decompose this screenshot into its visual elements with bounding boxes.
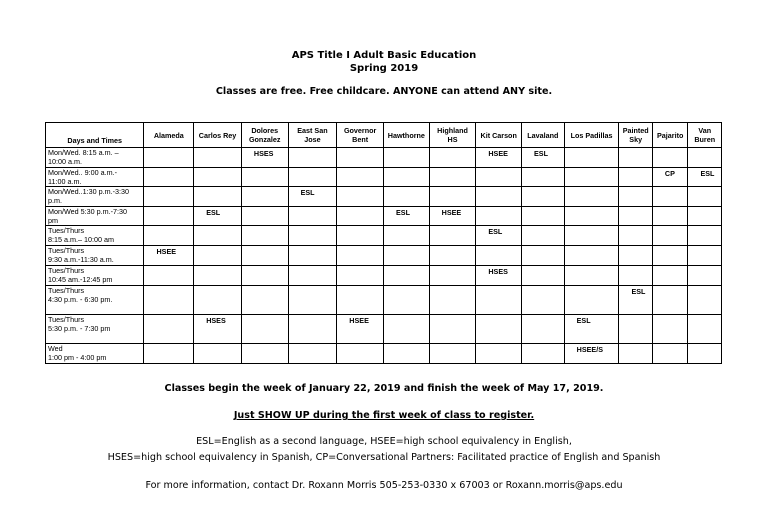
class-cell	[522, 266, 565, 286]
time-cell: Tues/Thurs 8:15 a.m.– 10:00 am	[46, 226, 144, 246]
class-cell	[619, 168, 652, 187]
class-cell	[288, 344, 337, 364]
class-cell	[429, 226, 476, 246]
class-cell	[522, 207, 565, 226]
class-cell: ESL	[476, 226, 522, 246]
column-header-site: Painted Sky	[619, 123, 652, 148]
class-cell	[241, 266, 288, 286]
class-cell	[619, 266, 652, 286]
class-cell	[476, 315, 522, 344]
class-cell	[652, 187, 688, 207]
class-cell	[688, 286, 722, 315]
table-row	[46, 246, 722, 266]
table-row	[46, 344, 722, 364]
column-header-site: Kit Carson	[476, 123, 522, 148]
class-cell	[337, 344, 384, 364]
class-cell	[652, 246, 688, 266]
class-cell	[194, 344, 242, 364]
class-cell: ESL	[688, 168, 722, 187]
class-cell	[522, 226, 565, 246]
class-cell	[288, 226, 337, 246]
class-cell: ESL	[522, 148, 565, 168]
class-cell	[383, 315, 429, 344]
class-cell	[288, 168, 337, 187]
class-cell	[476, 286, 522, 315]
class-cell	[241, 168, 288, 187]
class-cell	[522, 168, 565, 187]
class-cell	[652, 207, 688, 226]
class-cell	[383, 168, 429, 187]
legend-line-1: ESL=English as a second language, HSEE=high school equivalency in English,	[196, 436, 572, 447]
class-cell: HSES	[241, 148, 288, 168]
class-cell	[144, 315, 194, 344]
column-header-site: Pajarito	[652, 123, 688, 148]
class-cell	[619, 148, 652, 168]
class-cell: ESL	[564, 315, 619, 344]
class-cell	[652, 266, 688, 286]
class-cell: ESL	[194, 207, 242, 226]
class-cell	[194, 246, 242, 266]
class-cell	[288, 148, 337, 168]
table-header-row	[46, 123, 722, 148]
class-cell	[688, 226, 722, 246]
table-row	[46, 286, 722, 315]
class-cell	[429, 246, 476, 266]
class-cell	[429, 315, 476, 344]
class-cell	[241, 187, 288, 207]
class-cell	[652, 148, 688, 168]
class-cell	[652, 315, 688, 344]
class-cell	[564, 187, 619, 207]
class-cell	[688, 246, 722, 266]
class-cell	[337, 266, 384, 286]
class-cell	[337, 246, 384, 266]
class-cell	[619, 344, 652, 364]
class-cell	[429, 266, 476, 286]
class-cell	[194, 226, 242, 246]
time-cell: Mon/Wed 5:30 p.m.-7:30 pm	[46, 207, 144, 226]
class-cell	[383, 226, 429, 246]
class-cell	[688, 315, 722, 344]
class-cell	[337, 226, 384, 246]
class-cell	[688, 207, 722, 226]
column-header-site: Alameda	[144, 123, 194, 148]
class-cell: HSES	[476, 266, 522, 286]
column-header-site: East San Jose	[288, 123, 337, 148]
class-cell	[429, 286, 476, 315]
class-cell	[564, 226, 619, 246]
class-cell	[383, 148, 429, 168]
class-cell	[619, 187, 652, 207]
class-cell	[564, 207, 619, 226]
class-cell	[383, 246, 429, 266]
class-cell	[383, 187, 429, 207]
class-cell	[652, 226, 688, 246]
time-cell: Tues/Thurs 10:45 am.-12:45 pm	[46, 266, 144, 286]
class-cell: HSEE	[429, 207, 476, 226]
class-cell	[144, 286, 194, 315]
class-cell: CP	[652, 168, 688, 187]
class-cell	[194, 148, 242, 168]
class-cell	[652, 344, 688, 364]
class-cell	[476, 344, 522, 364]
class-cell	[241, 207, 288, 226]
class-cell	[144, 266, 194, 286]
class-cell	[241, 344, 288, 364]
class-cell	[241, 226, 288, 246]
class-cell	[619, 226, 652, 246]
class-cell	[429, 168, 476, 187]
class-cell	[288, 315, 337, 344]
class-cell	[144, 187, 194, 207]
class-cell	[619, 207, 652, 226]
time-cell: Mon/Wed.. 9:00 a.m.- 11:00 a.m.	[46, 168, 144, 187]
time-cell: Tues/Thurs 4:30 p.m. - 6:30 pm.	[46, 286, 144, 315]
class-cell	[383, 286, 429, 315]
class-cell	[288, 266, 337, 286]
column-header-site: Los Padillas	[564, 123, 619, 148]
column-header-site: Hawthorne	[383, 123, 429, 148]
register-instructions: Just SHOW UP during the first week of class to register.	[233, 410, 535, 421]
notice-text: Classes are free. Free childcare. ANYONE can attend ANY site.	[215, 86, 553, 97]
class-cell	[194, 266, 242, 286]
column-header-site: Carlos Rey	[194, 123, 242, 148]
class-cell	[383, 266, 429, 286]
column-header-site: Van Buren	[688, 123, 722, 148]
class-cell	[522, 286, 565, 315]
class-cell	[429, 344, 476, 364]
table-row	[46, 187, 722, 207]
page-subtitle: Spring 2019	[349, 63, 419, 74]
class-cell	[288, 207, 337, 226]
class-cell	[144, 168, 194, 187]
class-cell	[241, 246, 288, 266]
class-cell	[194, 286, 242, 315]
class-cell	[619, 246, 652, 266]
class-cell: ESL	[619, 286, 652, 315]
legend-line-2: HSES=high school equivalency in Spanish, CP=Conversational Partners: Facilitated practice of English and Spanish	[107, 452, 661, 463]
class-cell	[241, 315, 288, 344]
class-cell	[564, 246, 619, 266]
class-cell: HSES	[194, 315, 242, 344]
schedule-table	[45, 122, 722, 364]
time-cell: Wed 1:00 pm - 4:00 pm	[46, 344, 144, 364]
class-cell	[522, 246, 565, 266]
class-cell	[522, 344, 565, 364]
class-cell	[619, 315, 652, 344]
class-dates-text: Classes begin the week of January 22, 2019 and finish the week of May 17, 2019.	[164, 383, 604, 394]
class-cell	[288, 286, 337, 315]
class-cell	[564, 266, 619, 286]
class-cell	[652, 286, 688, 315]
class-cell	[337, 286, 384, 315]
class-cell	[688, 148, 722, 168]
time-cell: Mon/Wed. 8:15 a.m. – 10:00 a.m.	[46, 148, 144, 168]
class-cell	[144, 207, 194, 226]
class-cell: HSEE	[476, 148, 522, 168]
class-cell	[337, 168, 384, 187]
class-cell	[522, 187, 565, 207]
class-cell: HSEE	[337, 315, 384, 344]
time-cell: Tues/Thurs 5:30 p.m. - 7:30 pm	[46, 315, 144, 344]
class-cell	[144, 344, 194, 364]
page-title: APS Title I Adult Basic Education	[291, 50, 477, 61]
class-cell	[688, 187, 722, 207]
class-cell	[144, 148, 194, 168]
class-cell	[688, 266, 722, 286]
class-cell	[241, 286, 288, 315]
class-cell	[194, 187, 242, 207]
class-cell	[476, 187, 522, 207]
class-cell	[194, 168, 242, 187]
time-cell: Tues/Thurs 9:30 a.m.-11:30 a.m.	[46, 246, 144, 266]
class-cell	[429, 187, 476, 207]
class-cell	[688, 344, 722, 364]
class-cell	[144, 226, 194, 246]
contact-info: For more information, contact Dr. Roxann Morris 505-253-0330 x 67003 or Roxann.morris@aps.edu	[145, 480, 623, 491]
class-cell	[337, 187, 384, 207]
table-row	[46, 315, 722, 344]
class-cell	[564, 148, 619, 168]
class-cell	[337, 148, 384, 168]
class-cell	[522, 315, 565, 344]
table-row	[46, 226, 722, 246]
table-row	[46, 148, 722, 168]
class-cell: ESL	[288, 187, 337, 207]
class-cell	[337, 207, 384, 226]
column-header-site: Governor Bent	[337, 123, 384, 148]
column-header-site: Highland HS	[429, 123, 476, 148]
class-cell	[288, 246, 337, 266]
column-header-days-and-times: Days and Times	[46, 123, 144, 148]
table-row	[46, 168, 722, 187]
table-row	[46, 207, 722, 226]
class-cell	[429, 148, 476, 168]
class-cell	[476, 168, 522, 187]
table-row	[46, 266, 722, 286]
class-cell: HSEE/S	[564, 344, 619, 364]
column-header-site: Lavaland	[522, 123, 565, 148]
class-cell: HSEE	[144, 246, 194, 266]
column-header-site: Dolores Gonzalez	[241, 123, 288, 148]
class-cell	[564, 286, 619, 315]
class-cell	[383, 344, 429, 364]
class-cell	[564, 168, 619, 187]
time-cell: Mon/Wed..1:30 p.m.-3:30 p.m.	[46, 187, 144, 207]
class-cell: ESL	[383, 207, 429, 226]
class-cell	[476, 246, 522, 266]
class-cell	[476, 207, 522, 226]
